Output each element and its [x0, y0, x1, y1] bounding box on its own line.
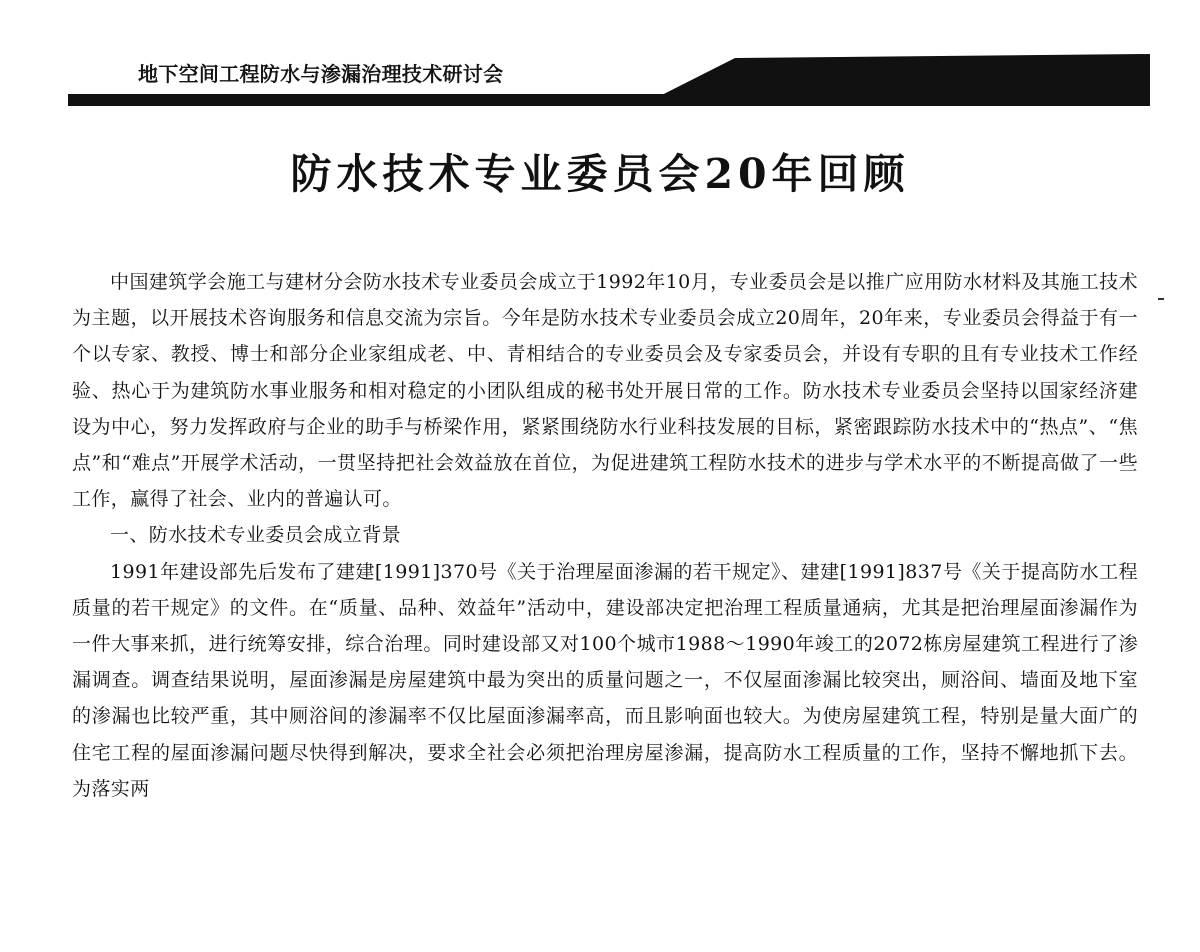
scan-speck	[1158, 298, 1164, 300]
running-header-title: 地下空间工程防水与渗漏治理技术研讨会	[138, 62, 504, 86]
article-body	[72, 264, 1138, 807]
article-title: 防水技术专业委员会20年回顾	[290, 150, 910, 198]
header-rule	[68, 94, 1150, 106]
section-heading: 一、防水技术专业委员会成立背景	[110, 524, 402, 547]
body-paragraph-intro: 中国建筑学会施工与建材分会防水技术专业委员会成立于1992年10月，专业委员会是以推广应用防水材料及其施工技术为主题，以开展技术咨询服务和信息交流为宗旨。今年是防水技术专业委员会成立20周年，20年来，专业委员会得益于有一个以专家、教授、博士和部分企业家组成老、中、青相结合的专业委员会及专家委员会，并设有专职的且有专业技术工作经验、热心于为建筑防水事业服务和相对稳定的小团队组成的秘书处开展日常的工作。防水技术专业委员会坚持以国家经济建设为中心，努力发挥政府与企业的助手与桥梁作用，紧紧围绕防水行业科技发展的目标，紧密跟踪防水技术中的“热点”、“焦点”和“难点”开展学术活动，一贯坚持把社会效益放在首位，为促进建筑工程防水技术的进步与学术水平的不断提高做了一些工作，赢得了社会、业内的普遍认可。	[72, 271, 1138, 511]
body-paragraph-background: 1991年建设部先后发布了建建[1991]370号《关于治理屋面渗漏的若干规定》、建建[1991]837号《关于提高防水工程质量的若干规定》的文件。在“质量、品种、效益年”活动中，建设部决定把治理工程质量通病，尤其是把治理屋面渗漏作为一件大事来抓，进行统筹安排，综合治理。同时建设部又对100个城市1988～1990年竣工的2072栋房屋建筑工程进行了渗漏调查。调查结果说明，屋面渗漏是房屋建筑中最为突出的质量问题之一，不仅屋面渗漏比较突出，厕浴间、墙面及地下室的渗漏也比较严重，其中厕浴间的渗漏率不仅比屋面渗漏率高，而且影响面也较大。为使房屋建筑工程，特别是量大面广的住宅工程的屋面渗漏问题尽快得到解决，要求全社会必须把治理房屋渗漏，提高防水工程质量的工作，坚持不懈地抓下去。为落实两	[72, 560, 1138, 800]
